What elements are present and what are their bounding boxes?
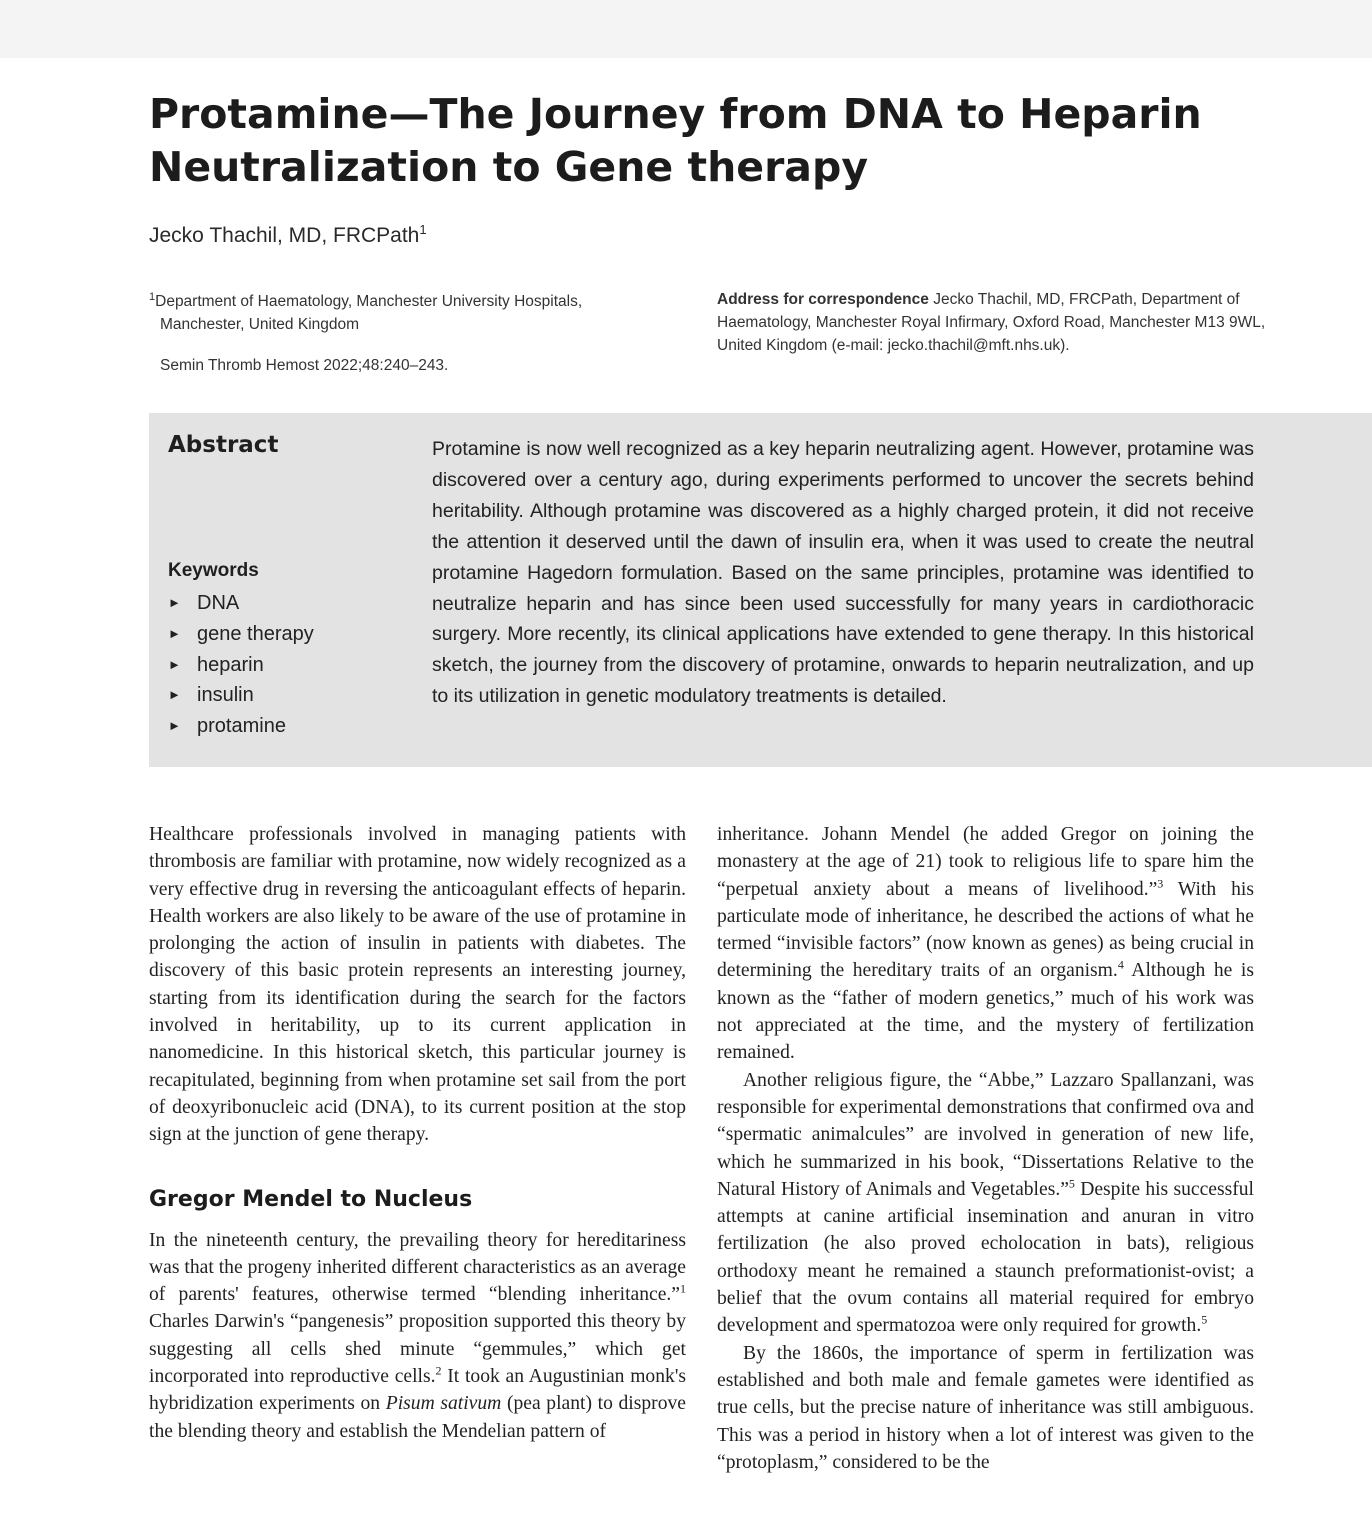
reference-marker: 3 <box>1157 876 1164 891</box>
body-column-left <box>149 821 686 1445</box>
author-name: Jecko Thachil, MD, FRCPath <box>149 224 420 247</box>
reference-marker: 2 <box>435 1363 442 1378</box>
affiliation-line-1: Department of Haematology, Manchester University Hospitals, <box>155 293 583 311</box>
title-line-1: Protamine—The Journey from DNA to Heparin <box>149 90 1202 138</box>
article-title <box>149 88 1249 194</box>
keyword-item <box>168 711 314 742</box>
correspondence-email: (e-mail: jecko.thachil@mft.nhs.uk). <box>831 337 1070 354</box>
correspondence-label: Address for correspondence <box>717 291 929 308</box>
keyword-label: heparin <box>197 653 264 676</box>
affiliation-sup: 1 <box>149 291 156 303</box>
reference-marker: 5 <box>1201 1312 1208 1327</box>
right-paragraph-2 <box>717 1067 1254 1340</box>
reference-marker: 4 <box>1117 957 1124 972</box>
right-paragraph-3: By the 1860s, the importance of sperm in fertilization was established and both male and female gametes were identified as true cells, but the precise nature of inheritance was still ambiguous. This was a period in history when a lot of interest was given to the “protoplasm,” considered to be the <box>717 1342 1254 1473</box>
intro-paragraph: Healthcare professionals involved in managing patients with thrombosis are familiar with protamine, now widely recognized as a very effective drug in reversing the anticoagulant effects of heparin. Health workers are also likely to be aware of the use of protamine in prolonging the action of insulin in patients with diabetes. The discovery of this basic protein represents an interesting journey, starting from its identification during the search for the factors involved in heritability, up to its current application in nanomedicine. In this historical sketch, this particular journey is recapitulated, beginning from when protamine set sail from the port of deoxyribonucleic acid (DNA), to its current position at the stop sign at the junction of gene therapy. <box>149 824 687 1146</box>
title-line-2: Neutralization to Gene therapy <box>149 143 869 191</box>
top-band <box>0 0 1372 58</box>
keyword-label: protamine <box>197 715 286 738</box>
affiliation <box>149 286 689 336</box>
text-run: Despite his successful attempts at canine artificial insemination and anuran in vitro fertilization (he also proved echolocation in bats), religious orthodoxy meant he remained a staunch preformationist-ovist; a belief that the ovum contains all material required for embryo development and spermatozoa were only required for growth. <box>717 1178 1254 1337</box>
arrow-icon: ► <box>168 687 181 703</box>
text-run: Although he is known as the “father of modern genetics,” much of his work was not appreciated at the time, and the mystery of fertilization remained. <box>717 960 1254 1064</box>
keyword-item <box>168 650 314 681</box>
text-run: (pea plant) to disprove the blending theory and establish the Mendelian pattern of <box>149 1393 686 1442</box>
keyword-item <box>168 619 314 650</box>
citation: Semin Thromb Hemost 2022;48:240–243. <box>160 357 449 374</box>
text-run: Another religious figure, the “Abbe,” Lazzaro Spallanzani, was responsible for experimental demonstrations that confirmed ova and “spermatic animalcules” are involved in generation of new life, which he summarized in his book, “Dissertations Relative to the Natural History of Animals and Vegetables.” <box>717 1069 1254 1200</box>
section-heading: Gregor Mendel to Nucleus <box>149 1186 473 1212</box>
keyword-label: insulin <box>197 684 254 707</box>
arrow-icon: ► <box>168 656 181 672</box>
abstract-heading: Abstract <box>168 432 279 458</box>
arrow-icon: ► <box>168 718 181 734</box>
right-paragraph-1 <box>717 821 1254 1067</box>
text-run: inheritance. Johann Mendel (he added Gregor on joining the monastery at the age of 21) took to religious life to spare him the “perpetual anxiety about a means of livelihood.” <box>717 824 1254 900</box>
author-sup: 1 <box>419 222 427 237</box>
text-run: With his particulate mode of inheritance, he described the actions of what he termed “invisible factors” (now known as genes) as being crucial in determining the hereditary traits of an organism. <box>717 878 1254 982</box>
author-line <box>149 222 427 248</box>
section-paragraph-1 <box>149 1227 686 1445</box>
correspondence-text: Jecko Thachil, MD, FRCPath, Department of Haematology, Manchester Royal Infirmary, Oxford Road, Manchester M13 9WL, United Kingdom <box>717 291 1266 354</box>
keywords-heading: Keywords <box>168 560 259 581</box>
arrow-icon: ► <box>168 595 181 610</box>
text-run: Charles Darwin's “pangenesis” proposition supported this theory by suggesting all cells shed minute “gemmules,” which get incorporated into reproductive cells. <box>149 1311 686 1388</box>
italic-species: Pisum sativum <box>385 1393 502 1415</box>
keyword-item <box>168 588 314 619</box>
arrow-icon: ► <box>168 625 181 641</box>
text-run: In the nineteenth century, the prevailing theory for hereditariness was that the progeny inherited different characteristics as an average of parents' features, otherwise termed “blending inheritance.” <box>149 1229 686 1306</box>
keyword-label: DNA <box>197 592 240 614</box>
affiliation-line-2: Manchester, United Kingdom <box>160 316 360 334</box>
reference-marker: 1 <box>680 1281 686 1296</box>
abstract-text: Protamine is now well recognized as a key heparin neutralizing agent. However, protamine was discovered over a century ago, during experiments performed to uncover the secrets behind heritability. Although protamine was discovered as a highly charged protein, it did not receive the attention it deserved until the dawn of insulin era, when it was used to create the neutral protamine Hagedorn formulation. Based on the same principles, protamine was identified to neutralize heparin and has since been used successfully for many years in cardiothoracic surgery. More recently, its clinical applications have extended to gene therapy. In this historical sketch, the journey from the discovery of protamine, onwards to heparin neutralization, and up to its utilization in genetic modulatory treatments is detailed. <box>432 438 1254 708</box>
text-run: It took an Augustinian monk's hybridization experiments on <box>149 1366 686 1415</box>
body-column-right <box>717 821 1254 1476</box>
keyword-label: gene therapy <box>197 622 314 645</box>
reference-marker: 5 <box>1068 1176 1075 1191</box>
keyword-item <box>168 680 314 711</box>
correspondence <box>717 288 1277 357</box>
keywords-list <box>168 588 314 742</box>
